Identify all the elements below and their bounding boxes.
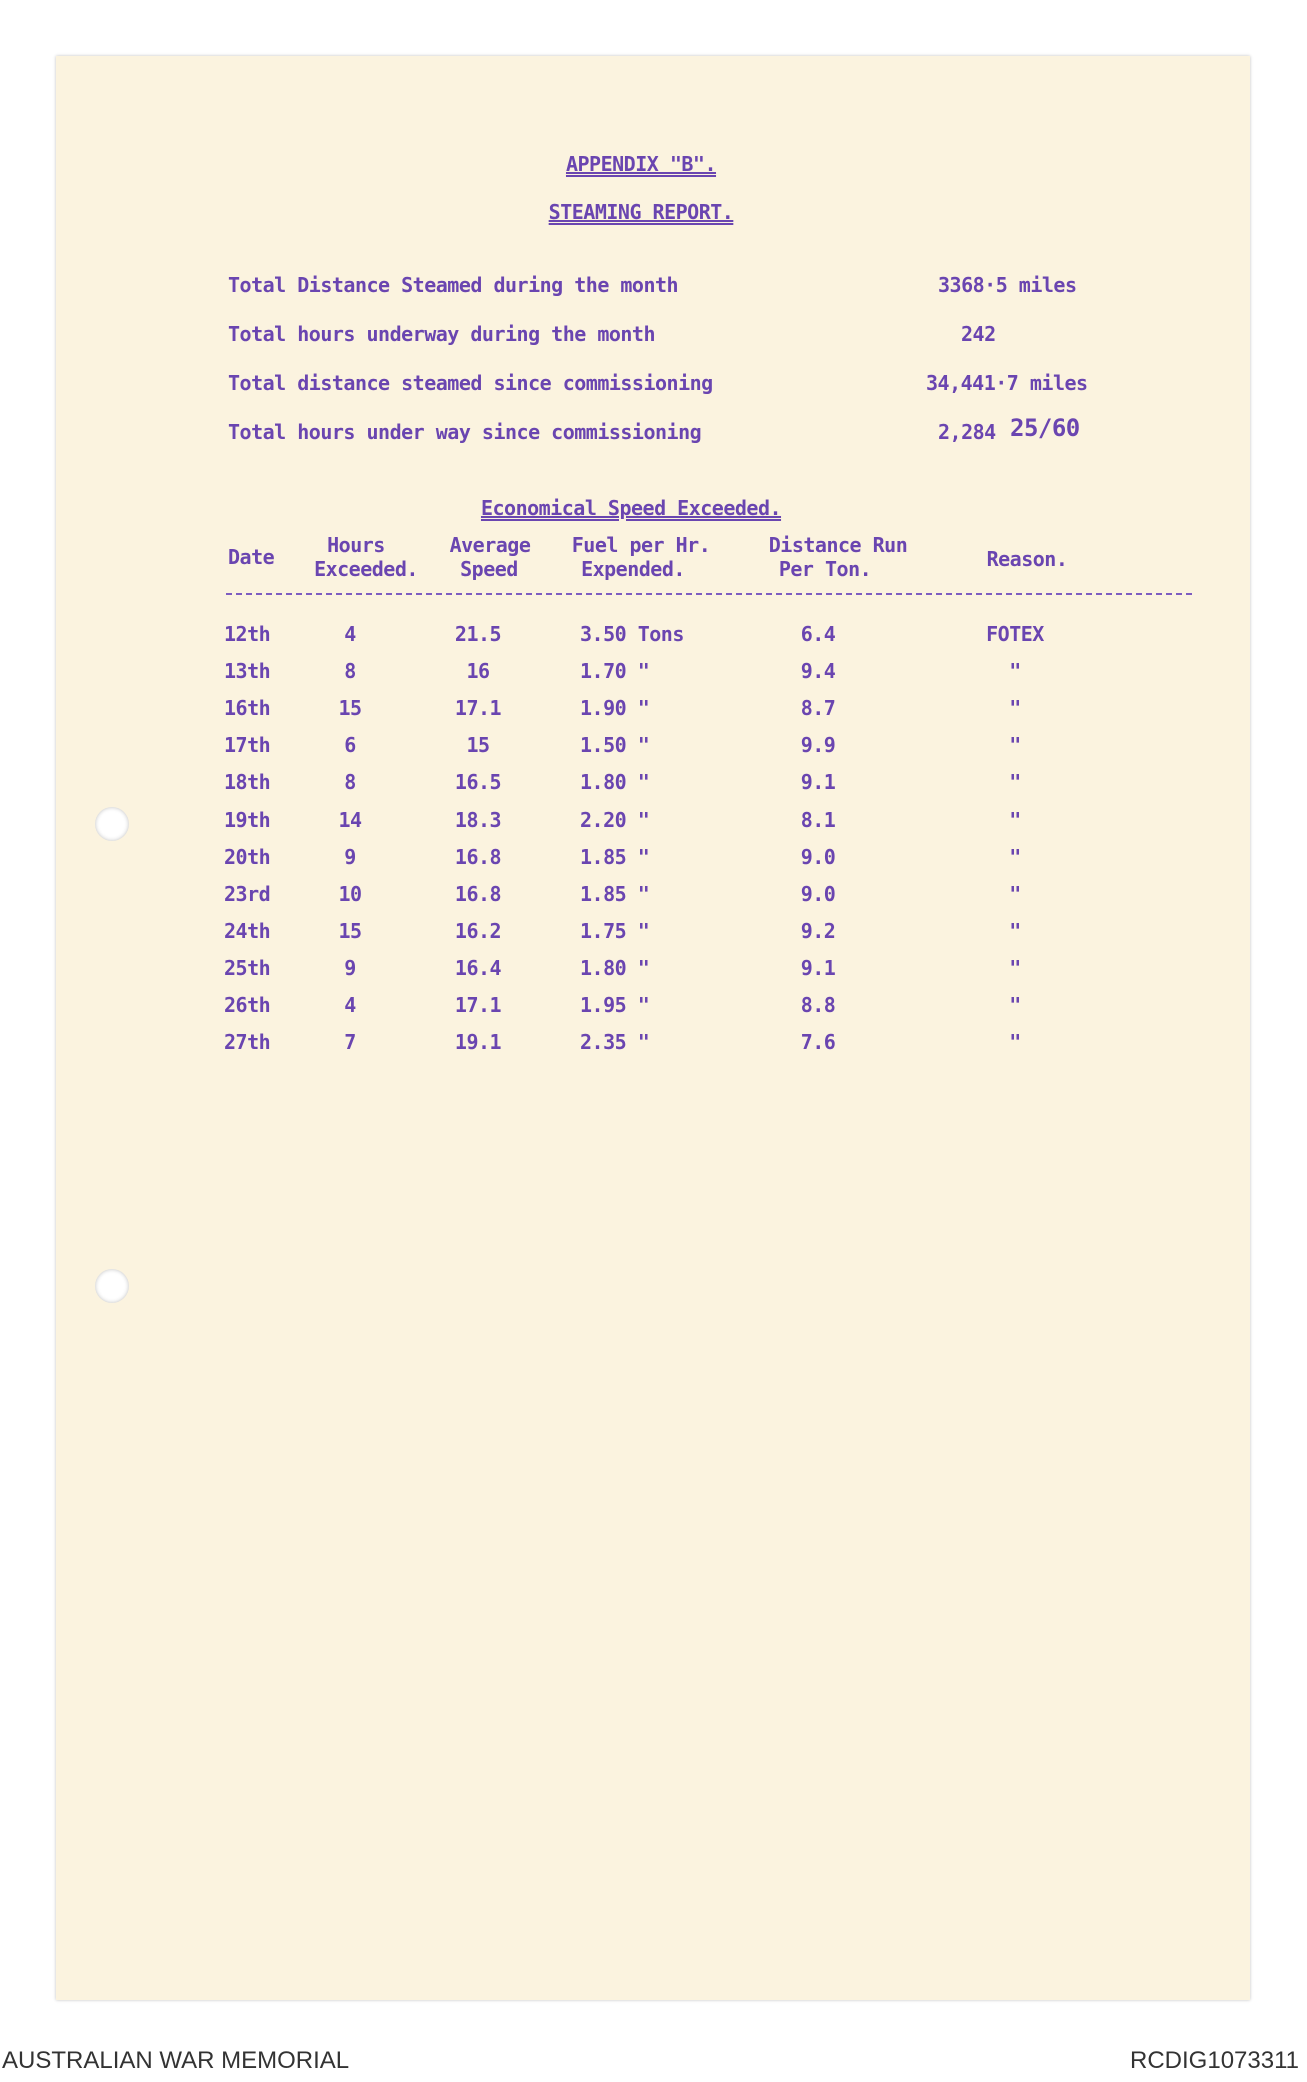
cell-date: 23rd [224, 882, 271, 906]
cell-reason: " [1009, 845, 1021, 869]
header-distance: Distance Run [768, 533, 908, 557]
cell-date: 18th [224, 770, 271, 794]
cell-hours: 4 [344, 622, 356, 646]
summary-value: 3368·5 miles [938, 273, 1077, 297]
summary-label: Total hours underway during the month [228, 322, 656, 346]
summary-label: Total hours under way since commissioning [228, 420, 702, 444]
cell-speed: 21.5 [454, 622, 502, 646]
cell-distance: 7.6 [800, 1030, 836, 1054]
cell-fuel: 1.50 " [580, 733, 650, 757]
cell-fuel: 1.85 " [580, 882, 650, 906]
cell-distance: 9.1 [800, 770, 836, 794]
summary-value: 242 [961, 322, 996, 346]
cell-reason: " [1009, 1030, 1021, 1054]
cell-hours: 10 [338, 882, 362, 906]
cell-date: 20th [224, 845, 271, 869]
cell-distance: 6.4 [800, 622, 836, 646]
cell-date: 13th [224, 659, 271, 683]
cell-distance: 8.1 [800, 808, 836, 832]
cell-distance: 8.7 [800, 696, 836, 720]
cell-fuel: 1.80 " [580, 956, 650, 980]
cell-date: 16th [224, 696, 271, 720]
cell-speed: 16.4 [454, 956, 502, 980]
cell-speed: 16.2 [454, 919, 502, 943]
cell-speed: 18.3 [454, 808, 502, 832]
cell-hours: 7 [344, 1030, 356, 1054]
cell-fuel: 1.85 " [580, 845, 650, 869]
cell-reason: " [1009, 696, 1021, 720]
header-date: Date [228, 545, 275, 569]
report-title: STEAMING REPORT. [548, 200, 734, 224]
cell-speed: 16.8 [454, 882, 502, 906]
cell-date: 17th [224, 733, 271, 757]
cell-reason: " [1009, 808, 1021, 832]
cell-date: 19th [224, 808, 271, 832]
header-distance: Per Ton. [778, 557, 872, 581]
cell-hours: 14 [338, 808, 362, 832]
cell-speed: 16.8 [454, 845, 502, 869]
cell-hours: 9 [344, 956, 356, 980]
cell-date: 25th [224, 956, 271, 980]
cell-reason: " [1009, 993, 1021, 1017]
section-title: Economical Speed Exceeded. [480, 496, 782, 520]
cell-hours: 8 [344, 659, 356, 683]
header-speed: Average [449, 533, 531, 557]
cell-hours: 6 [344, 733, 356, 757]
header-speed: Speed [460, 557, 518, 581]
summary-value-fraction: 25/60 [1010, 414, 1080, 442]
cell-fuel: 1.90 " [580, 696, 650, 720]
summary-value: 2,284 [938, 420, 996, 444]
cell-speed: 17.1 [454, 696, 502, 720]
header-fuel: Fuel per Hr. [571, 533, 711, 557]
cell-fuel: 2.35 " [580, 1030, 650, 1054]
cell-hours: 15 [338, 696, 362, 720]
cell-fuel: 3.50 Tons [580, 622, 684, 646]
cell-fuel: 1.80 " [580, 770, 650, 794]
cell-hours: 15 [338, 919, 362, 943]
cell-fuel: 1.75 " [580, 919, 650, 943]
cell-distance: 8.8 [800, 993, 836, 1017]
cell-reason: " [1009, 919, 1021, 943]
cell-date: 24th [224, 919, 271, 943]
summary-value: 34,441·7 miles [926, 371, 1088, 395]
header-fuel: Expended. [581, 557, 685, 581]
header-hours: Exceeded. [314, 557, 418, 581]
appendix-title: APPENDIX "B". [565, 152, 717, 176]
header-rule [226, 593, 1192, 595]
cell-distance: 9.9 [800, 733, 836, 757]
cell-distance: 9.0 [800, 845, 836, 869]
summary-label: Total Distance Steamed during the month [228, 273, 679, 297]
document-page [56, 56, 1250, 2000]
cell-distance: 9.0 [800, 882, 836, 906]
footer-left: AUSTRALIAN WAR MEMORIAL [2, 2047, 350, 2074]
cell-distance: 9.1 [800, 956, 836, 980]
cell-speed: 17.1 [454, 993, 502, 1017]
cell-distance: 9.4 [800, 659, 836, 683]
header-reason: Reason. [986, 547, 1068, 571]
cell-speed: 16 [466, 659, 490, 683]
cell-reason: " [1009, 956, 1021, 980]
cell-fuel: 1.95 " [580, 993, 650, 1017]
cell-reason: " [1009, 882, 1021, 906]
cell-hours: 9 [344, 845, 356, 869]
cell-speed: 15 [466, 733, 490, 757]
cell-hours: 4 [344, 993, 356, 1017]
cell-speed: 19.1 [454, 1030, 502, 1054]
cell-reason: FOTEX [986, 622, 1044, 646]
cell-hours: 8 [344, 770, 356, 794]
summary-label: Total distance steamed since commissioning [228, 371, 713, 395]
cell-date: 26th [224, 993, 271, 1017]
punch-hole [95, 807, 129, 841]
cell-date: 27th [224, 1030, 271, 1054]
cell-fuel: 2.20 " [580, 808, 650, 832]
footer-right: RCDIG1073311 [1130, 2047, 1299, 2074]
cell-speed: 16.5 [454, 770, 502, 794]
cell-reason: " [1009, 733, 1021, 757]
cell-date: 12th [224, 622, 271, 646]
cell-reason: " [1009, 770, 1021, 794]
cell-distance: 9.2 [800, 919, 836, 943]
cell-fuel: 1.70 " [580, 659, 650, 683]
cell-reason: " [1009, 659, 1021, 683]
punch-hole [95, 1269, 129, 1303]
header-hours: Hours [327, 533, 385, 557]
